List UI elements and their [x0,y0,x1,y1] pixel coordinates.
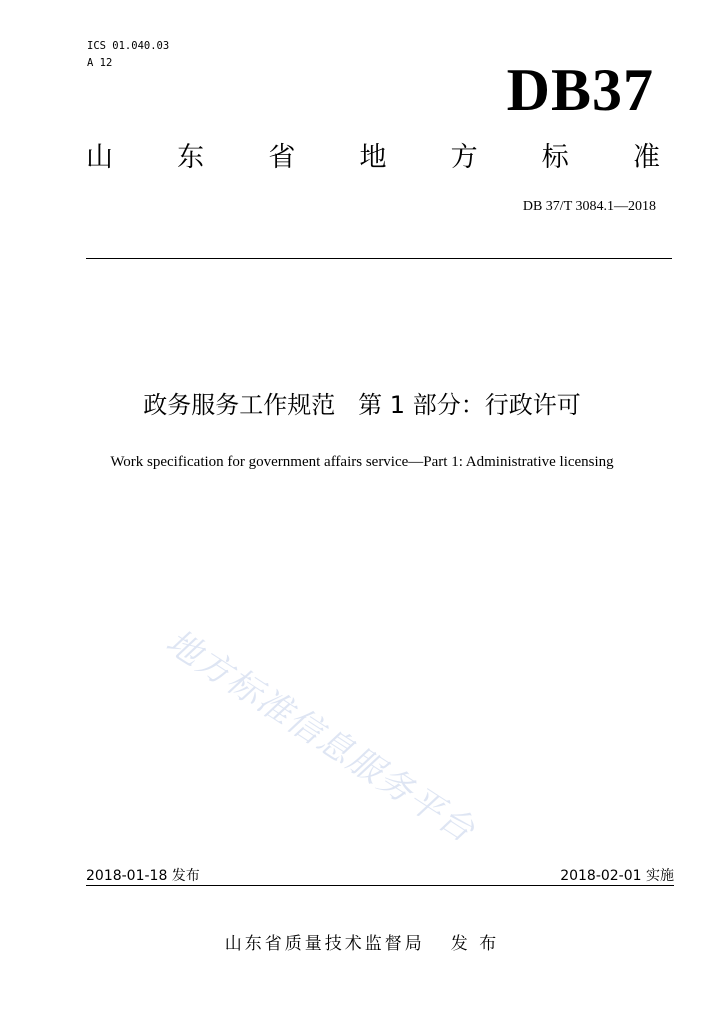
divider-bottom [86,885,674,886]
category-char: 东 [177,142,205,173]
category-char: 省 [268,142,296,173]
implementation-date: 2018-02-01 实施 [560,868,674,884]
standard-category [86,140,660,176]
divider-top [86,258,672,259]
issue-action: 发 布 [450,934,500,954]
standard-logo: DB37 [506,57,654,123]
category-char: 山 [86,142,113,173]
ics-code: ICS 01.040.03 [87,40,170,52]
category-char: 方 [450,142,478,173]
category-char: 地 [359,142,387,173]
category-char: 标 [541,142,569,173]
classification-codes [87,38,169,72]
document-title-en: Work specification for government affairs service—Part 1: Administrative licensing [110,454,614,470]
category-char: 准 [632,142,660,173]
issuing-organization: 山东省质量技术监督局 [224,934,425,954]
issuer-line [0,932,724,956]
class-code: A 12 [87,57,113,69]
standard-number: DB 37/T 3084.1—2018 [522,199,656,214]
issue-date: 2018-01-18 发布 [86,868,200,884]
document-title-zh: 政务服务工作规范 第 1 部分：行政许可 [143,391,581,419]
watermark: 地方标准信息服务平台 [158,621,483,852]
